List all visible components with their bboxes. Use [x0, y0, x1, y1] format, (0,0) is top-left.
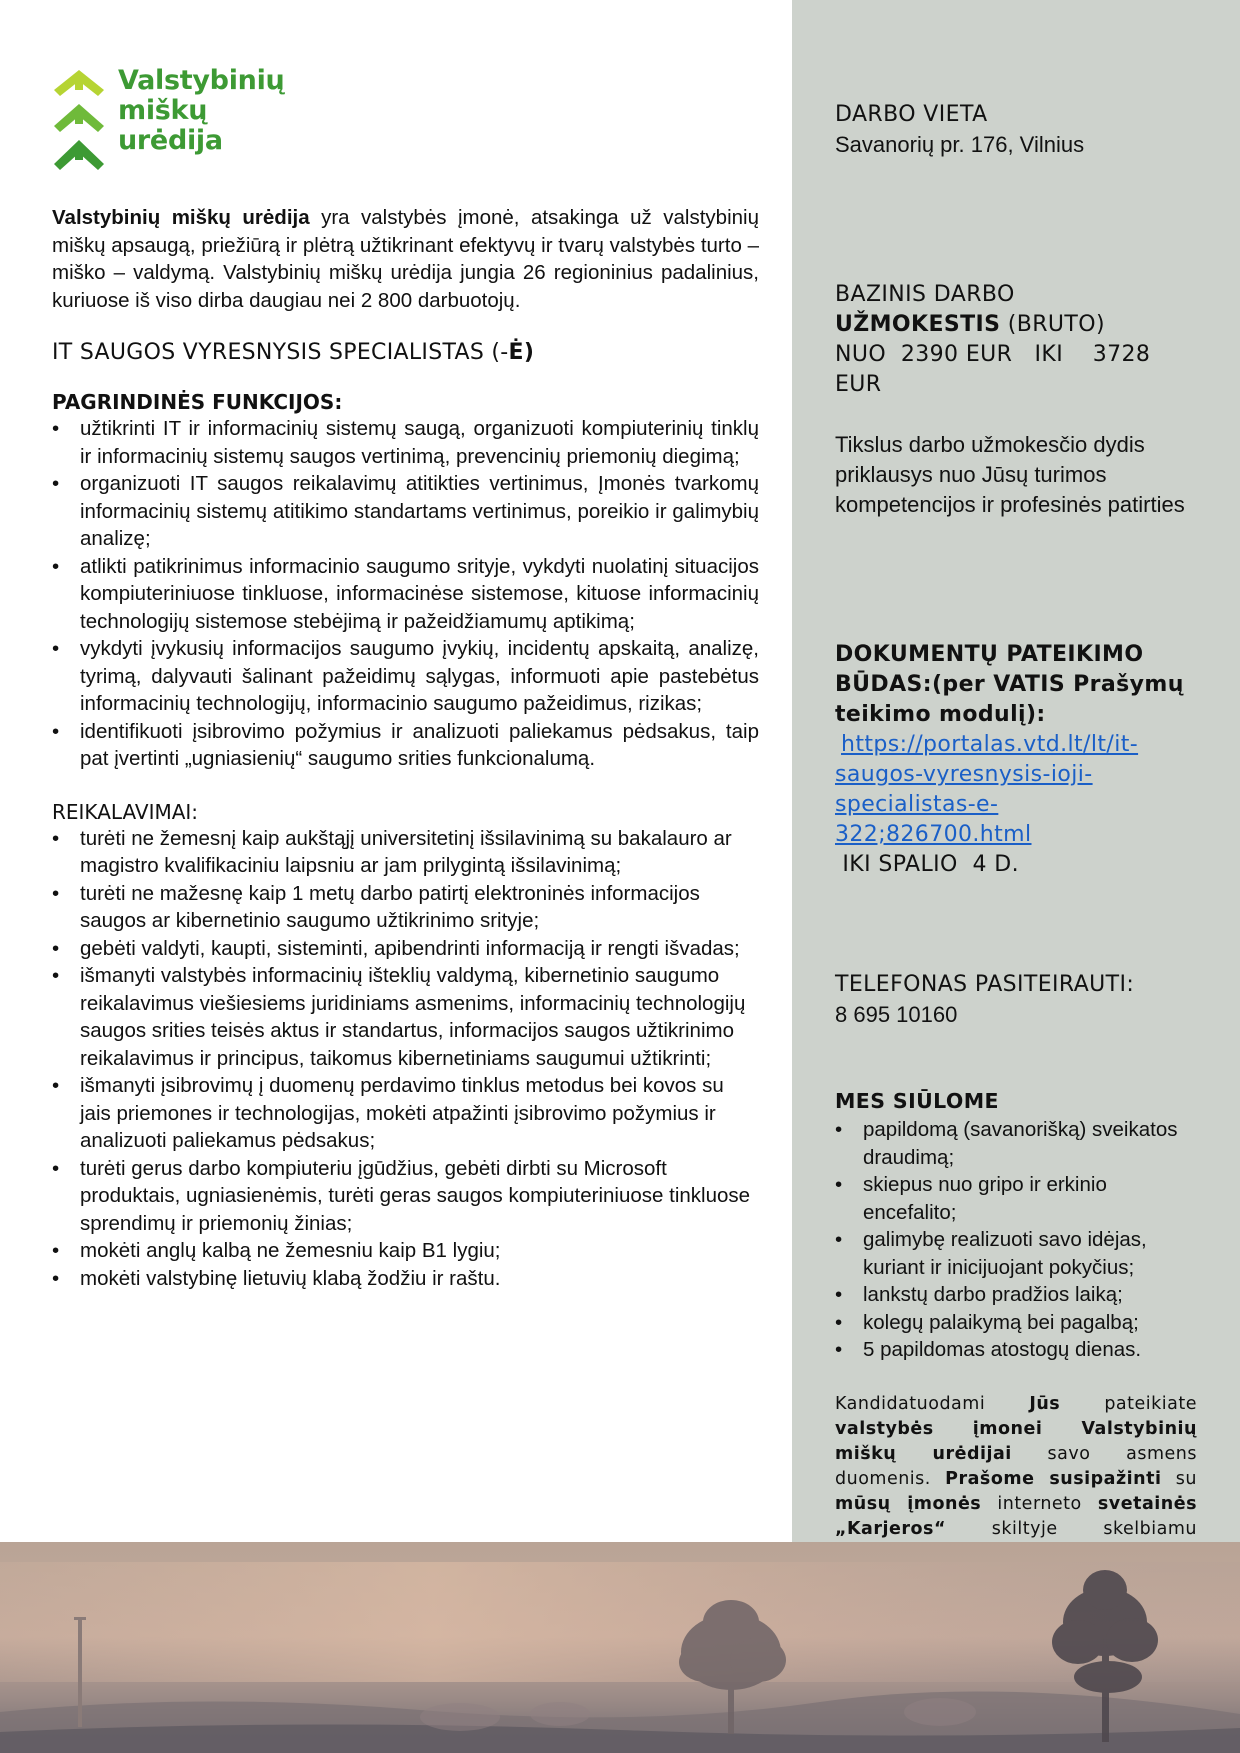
offer-heading: MES SIŪLOME — [835, 1089, 999, 1113]
salary-note: Tikslus darbo užmokesčio dydis priklausys nuo Jūsų turimos kompetencijos ir profesinės patirties — [835, 432, 1185, 517]
requirements-heading: REIKALAVIMAI: — [52, 799, 199, 824]
list-item: • galimybę realizuoti savo idėjas, kuriant ir inicijuojant pokyčius; — [835, 1226, 1205, 1281]
workplace-value: Savanorių pr. 176, Vilnius — [835, 132, 1085, 157]
workplace-label: DARBO VIETA — [835, 102, 988, 127]
intro-text: yra valstybės įmonė, atsakinga už valstybinių miškų apsaugą, priežiūrą ir plėtrą užtikrinant efektyvų ir tvarų valstybės turto – miško – valdymą. Valstybinių miškų urėdija jungia 26 regioninius padalinius, kuriuose iš viso dirba daugiau nei 2 800 darbuotojų. — [52, 206, 759, 312]
phone-value: 8 695 10160 — [835, 1002, 958, 1027]
logo-line: miškų — [118, 95, 208, 126]
list-item: • išmanyti įsibrovimų į duomenų perdavimo tinklus metodus bei kovos su jais priemones ir technologijas, mokėti atpažinti įsibrovimo požymius ir analizuoti paliekamus pėdsakus; — [52, 1072, 759, 1155]
list-item: • lankstų darbo pradžios laiką; — [835, 1281, 1205, 1309]
documents-heading: DOKUMENTŲ PATEIKIMO BŪDAS:(per VATIS Prašymų teikimo modulį): — [835, 642, 1184, 727]
list-item: • išmanyti valstybės informacinių išteklių valdymą, kibernetinio saugumo reikalavimus viešiesiems juridiniams asmenims, informacinių technologijų saugos srities teisės aktus ir standartus, informacijos saugos užtikrinimo reikalavimus ir principus, taikomus kibernetiniams saugumui užtikrinti; — [52, 962, 759, 1072]
salary-title — [835, 310, 1205, 340]
list-item: • turėti ne žemesnį kaip aukštąjį universitetinį išsilavinimą su bakalauro ar magistro kvalifikaciniu laipsniu ar jam prilygintą išsilavinimą; — [52, 825, 759, 880]
offer-block — [835, 1086, 1205, 1364]
landscape-photo — [0, 1542, 1240, 1753]
intro-paragraph — [52, 204, 759, 314]
main-column — [52, 204, 759, 1292]
list-item: • turėti gerus darbo kompiuteriu įgūdžius, gebėti dirbti su Microsoft produktais, ugniasienėmis, turėti geras saugos kompiuteriniuose tinkluose sprendimų ir priemonių žinias; — [52, 1155, 759, 1238]
list-item: • mokėti valstybinę lietuvių klabą žodžiu ir raštu. — [52, 1265, 759, 1293]
documents-link-line[interactable]: 322;826700.html — [835, 822, 1032, 847]
list-item: • turėti ne mažesnę kaip 1 metų darbo patirtį elektroninės informacijos saugos ar kibernetinio saugumo užtikrinimo srityje; — [52, 880, 759, 935]
documents-link-line[interactable]: https://portalas.vtd.lt/lt/it- — [841, 732, 1139, 757]
privacy-text: skiltyje skelbiamu — [991, 1519, 1197, 1539]
logo-line: urėdija — [118, 125, 223, 156]
phone-block — [835, 970, 1205, 1030]
privacy-notice — [835, 1392, 1197, 1567]
list-item: • identifikuoti įsibrovimo požymius ir analizuoti paliekamus pėdsakus, taip pat įvertinti „ugniasienių“ saugumo srities funkcionalumą. — [52, 718, 759, 773]
salary-range-unit: EUR — [835, 372, 882, 397]
offer-list — [835, 1116, 1205, 1364]
privacy-text: valstybės įmonei Valstybinių miškų urėdijai — [835, 1419, 1197, 1464]
list-item: • mokėti anglų kalbą ne žemesniu kaip B1 lygiu; — [52, 1237, 759, 1265]
privacy-text: Prašome susipažinti — [945, 1469, 1162, 1489]
workplace-block — [835, 100, 1205, 160]
privacy-text: Kandidatuodami — [835, 1394, 1030, 1414]
documents-link[interactable] — [835, 730, 1205, 760]
documents-link-line[interactable]: specialistas-e- — [835, 792, 999, 817]
privacy-text: Jūs — [1029, 1394, 1061, 1414]
salary-bold: UŽMOKESTIS — [835, 312, 1001, 337]
salary-label: BAZINIS DARBO — [835, 282, 1015, 307]
job-title-suffix: Ė) — [508, 340, 535, 365]
tree-chevrons-icon — [52, 68, 106, 172]
functions-heading: PAGRINDINĖS FUNKCIJOS: — [52, 390, 343, 414]
requirements-list — [52, 825, 759, 1293]
org-name: Valstybinių miškų urėdija — [52, 206, 310, 229]
salary-range: NUO 2390 EUR IKI 3728 — [835, 342, 1151, 367]
logo-wordmark — [118, 66, 284, 156]
list-item: • skiepus nuo gripo ir erkinio encefalito; — [835, 1171, 1205, 1226]
company-logo — [52, 66, 312, 176]
list-item: • 5 papildomas atostogų dienas. — [835, 1336, 1205, 1364]
job-title-text: IT SAUGOS VYRESNYSIS SPECIALISTAS (- — [52, 340, 509, 365]
list-item: • vykdyti įvykusių informacijos saugumo įvykių, incidentų apskaitą, analizę, tyrimą, dalyvauti šalinant pažeidimų sąlygas, informuoti apie pastebėtus informacinių technologijų, informacinio saugumo pažeidimus, rizikas; — [52, 635, 759, 718]
privacy-text: su — [1161, 1469, 1197, 1489]
privacy-text: svetainės „Karjeros“ — [835, 1494, 1197, 1539]
logo-line: Valstybinių — [118, 65, 285, 96]
list-item: • organizuoti IT saugos reikalavimų atitikties vertinimus, Įmonės tvarkomų informacinių sistemų atitikimo standartams vertinimus, poreikio ir galimybių analizę; — [52, 470, 759, 553]
phone-label: TELEFONAS PASITEIRAUTI: — [835, 972, 1135, 997]
documents-block — [835, 640, 1205, 880]
list-item: • užtikrinti IT ir informacinių sistemų saugą, organizuoti kompiuterinių tinklų ir informacinių sistemų saugos vertinimą, prevencinių priemonių diegimą; — [52, 415, 759, 470]
privacy-text: savo asmens duomenis. — [835, 1444, 1197, 1489]
list-item: • atlikti patikrinimus informacinio saugumo srityje, vykdyti nuolatinį situacijos kompiuteriniuose tinkluose, informacinėse sistemose, kituose informacinių technologijų sistemose stebėjimą ir pažeidžiamumų aptikimą; — [52, 553, 759, 636]
deadline: IKI SPALIO 4 D. — [835, 852, 1020, 877]
documents-link-line[interactable]: saugos-vyresnysis-ioji- — [835, 762, 1093, 787]
privacy-text: interneto — [981, 1494, 1098, 1514]
list-item: • papildomą (savanorišką) sveikatos draudimą; — [835, 1116, 1205, 1171]
salary-bruto: (BRUTO) — [1000, 312, 1105, 337]
privacy-text: mūsų įmonės — [835, 1494, 982, 1514]
functions-list — [52, 415, 759, 773]
privacy-text: pateikiate — [1060, 1394, 1197, 1414]
job-title — [52, 340, 759, 365]
list-item: • kolegų palaikymą bei pagalbą; — [835, 1309, 1205, 1337]
list-item: • gebėti valdyti, kaupti, sisteminti, apibendrinti informaciją ir rengti išvadas; — [52, 935, 759, 963]
salary-block — [835, 280, 1205, 520]
